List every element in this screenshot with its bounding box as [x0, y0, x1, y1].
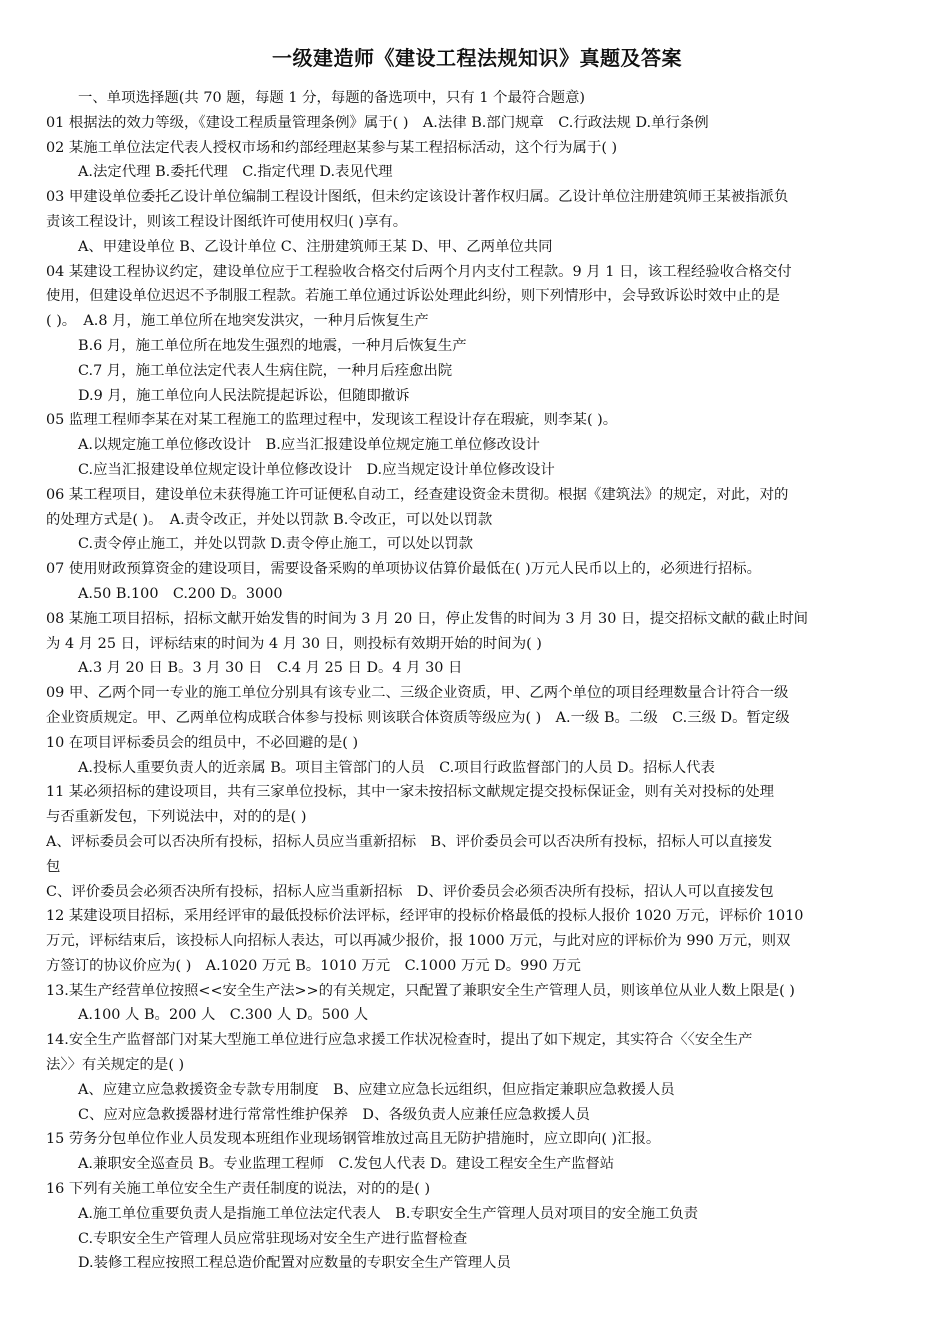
- text-line: 08 某施工项目招标，招标文献开始发售的时间为 3 月 20 日，停止发售的时间为 3 月 30 日，提交招标文献的截止时间: [46, 610, 808, 627]
- text-line: 包: [46, 858, 61, 875]
- text-line: A.施工单位重要负责人是指施工单位法定代表人 B.专职安全生产管理人员对项目的安全施工负责: [78, 1205, 699, 1222]
- text-line: D.9 月，施工单位向人民法院提起诉讼，但随即撤诉: [78, 387, 410, 404]
- document-body: [46, 86, 908, 1276]
- text-line: 04 某建设工程协议约定，建设单位应于工程验收合格交付后两个月内支付工程款。9 月 1 日，该工程经验收合格交付: [46, 263, 792, 280]
- text-line: 07 使用财政预算资金的建设项目，需要设备采购的单项协议估算价最低在( )万元人民币以上的，必须进行招标。: [46, 561, 762, 578]
- text-line: C.责令停止施工，并处以罚款 D.责令停止施工，可以处以罚款: [78, 536, 474, 553]
- text-line: C.应当汇报建设单位规定设计单位修改设计 D.应当规定设计单位修改设计: [78, 461, 555, 478]
- text-line: 13.某生产经营单位按照<<安全生产法>>的有关规定，只配置了兼职安全生产管理人员，则该单位从业人数上限是( ): [46, 982, 795, 999]
- text-line: A.兼职安全巡查员 B。专业监理工程师 C.发包人代表 D。建设工程安全生产监督站: [78, 1156, 615, 1173]
- text-line: 03 甲建设单位委托乙设计单位编制工程设计图纸，但未约定该设计著作权归属。乙设计单位注册建筑师王某被指派负: [46, 189, 789, 206]
- text-line: 14.安全生产监督部门对某大型施工单位进行应急求援工作状况检查时，提出了如下规定，其实符合〈〈安全生产: [46, 1032, 753, 1049]
- text-line: 责该工程设计，则该工程设计图纸许可使用权归( )享有。: [46, 213, 408, 230]
- text-line: 方签订的协议价应为( ) A.1020 万元 B。1010 万元 C.1000 万元 D。990 万元: [46, 957, 581, 974]
- text-line: 与否重新发包，下列说法中，对的的是( ): [46, 809, 307, 826]
- text-line: 09 甲、乙两个同一专业的施工单位分别具有该专业二、三级企业资质，甲、乙两个单位的项目经理数量合计符合一级: [46, 685, 789, 702]
- text-line: 05 监理工程师李某在对某工程施工的监理过程中，发现该工程设计存在瑕疵，则李某( )。: [46, 412, 618, 429]
- text-line: D.装修工程应按照工程总造价配置对应数量的专职安全生产管理人员: [78, 1255, 511, 1272]
- text-line: A.投标人重要负责人的近亲属 B。项目主管部门的人员 C.项目行政监督部门的人员 D。招标人代表: [78, 759, 715, 776]
- text-line: C、应对应急救援器材进行常常性维护保养 D、各级负责人应兼任应急救援人员: [78, 1106, 590, 1123]
- text-line: 12 某建设项目招标，采用经评审的最低投标价法评标，经评审的投标价格最低的投标人报价 1020 万元，评标价 1010: [46, 908, 804, 925]
- text-line: 使用，但建设单位迟迟不予制服工程款。若施工单位通过诉讼处理此纠纷，则下列情形中，会导致诉讼时效中止的是: [46, 288, 780, 305]
- text-line: B.6 月，施工单位所在地发生强烈的地震，一种月后恢复生产: [78, 337, 467, 354]
- text-line: 法〉〉有关规定的是( ): [46, 1057, 185, 1074]
- text-line: 企业资质规定。甲、乙两单位构成联合体参与投标 则该联合体资质等级应为( ) A.一级 B。二级 C.三级 D。暂定级: [46, 709, 790, 726]
- text-line: C、评价委员会必须否决所有投标，招标人应当重新招标 D、评价委员会必须否决所有投标，招认人可以直接发包: [46, 883, 774, 900]
- text-line: 02 某施工单位法定代表人授权市场和约部经理赵某参与某工程招标活动，这个行为属于( ): [46, 139, 618, 156]
- text-line: A.3 月 20 日 B。3 月 30 日 C.4 月 25 日 D。4 月 30 日: [78, 660, 463, 677]
- text-line: ( )。 A.8 月，施工单位所在地突发洪灾，一种月后恢复生产: [46, 313, 429, 330]
- text-line: A.法定代理 B.委托代理 C.指定代理 D.表见代理: [78, 164, 393, 181]
- text-line: A.以规定施工单位修改设计 B.应当汇报建设单位规定施工单位修改设计: [78, 437, 540, 454]
- text-line: 万元，评标结束后，该投标人向招标人表达，可以再减少报价，报 1000 万元，与此对应的评标价为 990 万元，则双: [46, 933, 791, 950]
- document-page: [46, 44, 908, 1276]
- text-line: 一、单项选择题(共 70 题，每题 1 分，每题的备选项中，只有 1 个最符合题意): [78, 90, 586, 106]
- text-line: 16 下列有关施工单位安全生产责任制度的说法，对的的是( ): [46, 1181, 431, 1198]
- text-line: A、评标委员会可以否决所有投标，招标人员应当重新招标 B、评价委员会可以否决所有投标，招标人可以直接发: [46, 833, 773, 850]
- text-line: 01 根据法的效力等级，《建设工程质量管理条例》属于( ) A.法律 B.部门规章 C.行政法规 D.单行条例: [46, 114, 709, 131]
- text-line: 10 在项目评标委员会的组员中，不必回避的是( ): [46, 734, 359, 751]
- text-line: A、应建立应急救援资金专款专用制度 B、应建立应急长远组织，但应指定兼职应急救援人员: [78, 1081, 675, 1098]
- text-line: 15 劳务分包单位作业人员发现本班组作业现场钢管堆放过高且无防护措施时，应立即向( )汇报。: [46, 1131, 661, 1148]
- text-line: 11 某必须招标的建设项目，共有三家单位投标，其中一家未按招标文献规定提交投标保证金，则有关对投标的处理: [46, 784, 775, 801]
- text-line: A、甲建设单位 B、乙设计单位 C、注册建筑师王某 D、甲、乙两单位共同: [78, 238, 553, 255]
- text-line: A.100 人 B。200 人 C.300 人 D。500 人: [78, 1007, 369, 1024]
- document-title: 一级建造师《建设工程法规知识》真题及答案: [272, 46, 682, 70]
- text-line: 为 4 月 25 日，评标结束的时间为 4 月 30 日，则投标有效期开始的时间为( ): [46, 635, 542, 652]
- text-line: 06 某工程项目，建设单位未获得施工许可证便私自动工，经查建设资金未贯彻。根据《建筑法》的规定，对此，对的: [46, 486, 789, 503]
- text-line: C.7 月，施工单位法定代表人生病住院，一种月后痊愈出院: [78, 362, 453, 379]
- text-line: C.专职安全生产管理人员应常驻现场对安全生产进行监督检查: [78, 1230, 468, 1247]
- text-line: 的处理方式是( )。 A.责令改正，并处以罚款 B.令改正，可以处以罚款: [46, 511, 493, 528]
- text-line: A.50 B.100 C.200 D。3000: [78, 585, 283, 602]
